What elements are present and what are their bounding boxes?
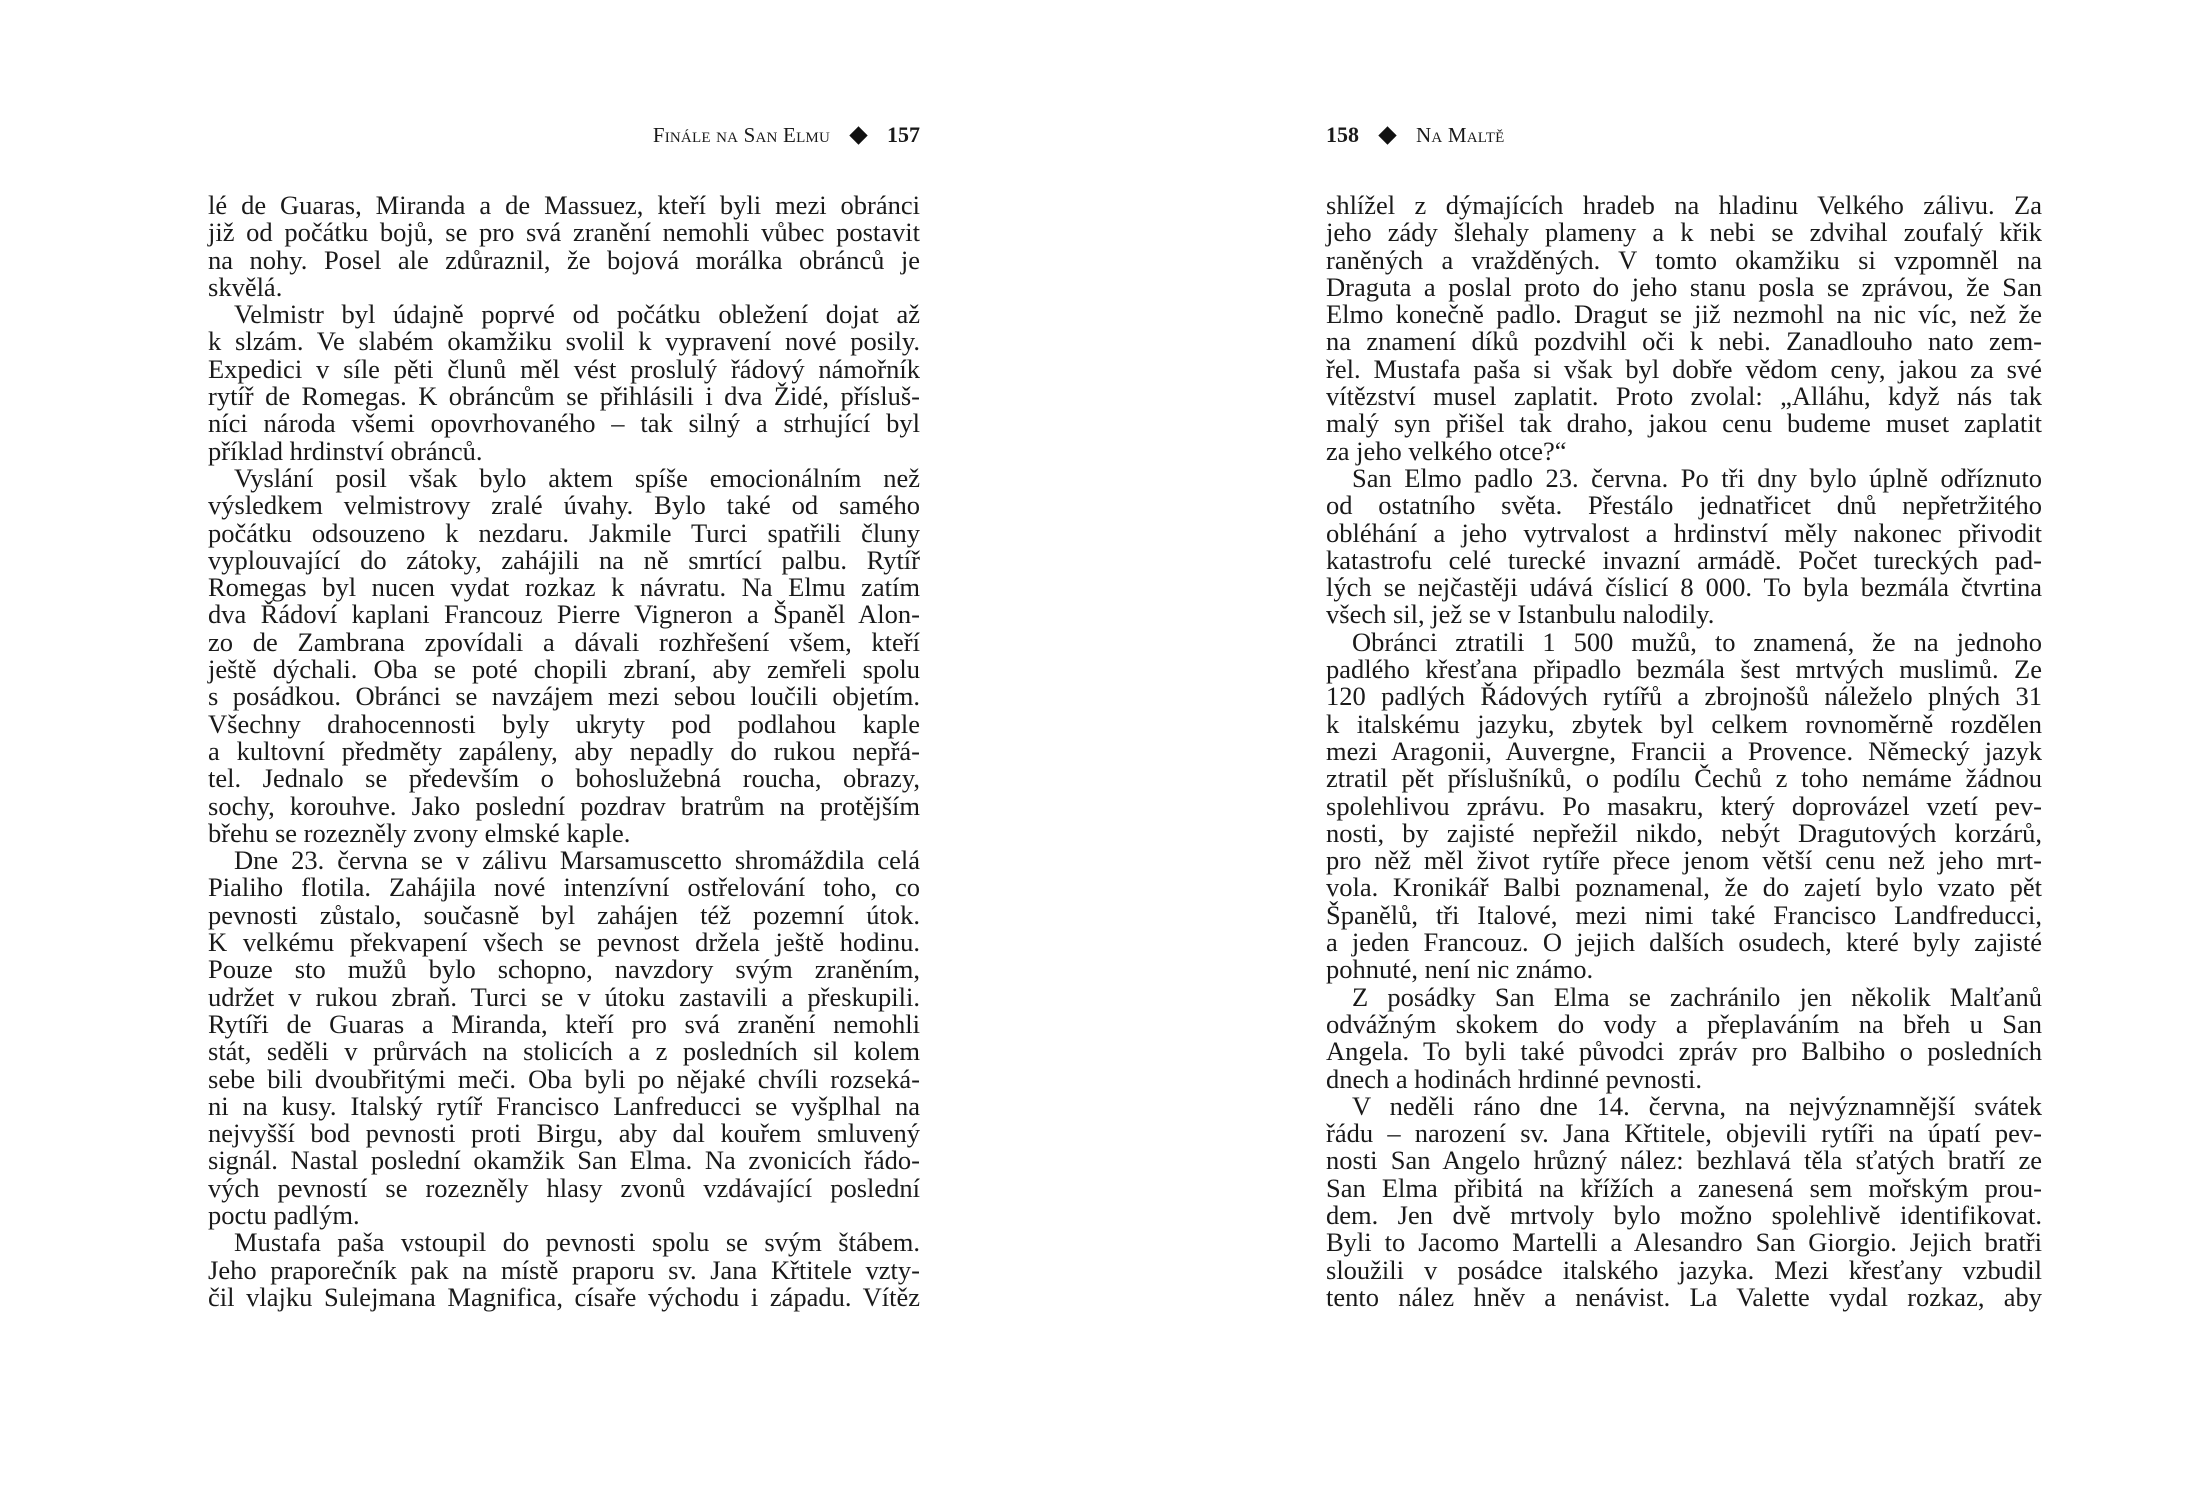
text-line: Pialiho flotila. Zahájila nové intenzívní ostřelování toho, co bbox=[208, 872, 920, 903]
page-number: 157 bbox=[887, 122, 920, 147]
text-line: San Elma přibitá na křížích a zanesená sem mořským prou- bbox=[1326, 1172, 2042, 1203]
text-line: K velkému překvapení všech se pevnost držela ještě hodinu. bbox=[208, 927, 920, 958]
chapter-title: Finále na San Elmu bbox=[652, 122, 830, 147]
text-line: zo de Zambrana zpovídali a dávali rozhřešení všem, kteří bbox=[208, 626, 920, 657]
text-line: Pouze sto mužů bylo schopno, navzdory svým zraněním, bbox=[208, 954, 920, 985]
text-line: břehu se rozezněly zvony elmské kaple. bbox=[208, 817, 631, 848]
text-line: za jeho velkého otce?“ bbox=[1326, 435, 1567, 466]
text-line: poctu padlým. bbox=[208, 1199, 360, 1230]
text-line: Byli to Jacomo Martelli a Alesandro San Giorgio. Jejich bratři bbox=[1326, 1227, 2042, 1258]
text-line: již od počátku bojů, se pro svá zranění nemohli vůbec postavit bbox=[208, 217, 920, 248]
text-line: sloužili v posádce italského jazyka. Mezi křesťany vzbudil bbox=[1326, 1254, 2042, 1285]
text-line: rytíř de Romegas. K obráncům se přihlásili i dva Židé, přísluš- bbox=[208, 381, 920, 412]
text-line: lé de Guaras, Miranda a de Massuez, kteří byli mezi obránci bbox=[208, 190, 920, 220]
text-line: pro něž měl život rytíře přece jenom větší cenu než jeho mrt- bbox=[1326, 845, 2042, 876]
text-line: shlížel z dýmajících hradeb na hladinu Velkého zálivu. Za bbox=[1326, 190, 2042, 220]
text-line: tel. Jednalo se především o bohoslužebná roucha, obrazy, bbox=[208, 763, 920, 794]
text-line: sochy, korouhve. Jako poslední pozdrav bratrům na protějším bbox=[208, 790, 920, 821]
text-line: katastrofu celé turecké invazní armádě. Počet tureckých pad- bbox=[1326, 544, 2042, 575]
text-line: lých se nejčastěji udává číslicí 8 000. To byla bezmála čtvrtina bbox=[1326, 572, 2042, 603]
text-line: tento nález hněv a nenávist. La Valette vydal rozkaz, aby bbox=[1326, 1281, 2042, 1312]
text-line: řádu – narození sv. Jana Křtitele, objevili rytíři na úpatí pev- bbox=[1326, 1118, 2042, 1149]
text-line: pevnosti zůstalo, současně byl zahájen též pozemní útok. bbox=[208, 899, 920, 930]
text-line: Jeho praporečník pak na místě praporu sv. Jana Křtitele vzty- bbox=[208, 1254, 920, 1285]
body-text-right bbox=[1326, 192, 2042, 1311]
text-line: od ostatního světa. Přestálo jednatřicet dnů nepřetržitého bbox=[1326, 490, 2042, 521]
text-line: vítězství musel zaplatit. Proto zvolal: „Alláhu, když nás tak bbox=[1326, 381, 2042, 412]
paragraph-start-line: Dne 23. června se v zálivu Marsamuscetto shromáždila celá bbox=[234, 845, 920, 876]
text-line: Romegas byl nucen vydat rozkaz k návratu. Na Elmu zatím bbox=[208, 572, 920, 603]
text-line: ještě dýchali. Oba se poté chopili zbraní, aby zemřeli spolu bbox=[208, 654, 920, 685]
paragraph-start-line: Obránci ztratili 1 500 mužů, to znamená, že na jednoho bbox=[1352, 626, 2042, 657]
text-line: dnech a hodinách hrdinné pevnosti. bbox=[1326, 1063, 1703, 1094]
text-line: Angela. To byli také původci zpráv pro Balbiho o posledních bbox=[1326, 1036, 2042, 1067]
text-line: a jeden Francouz. O jejich dalších osudech, které byly zajisté bbox=[1326, 927, 2042, 958]
text-line: k italskému jazyku, zbytek byl celkem rovnoměrně rozdělen bbox=[1326, 708, 2042, 739]
text-line: čil vlajku Sulejmana Magnifica, císaře východu i západu. Vítěz bbox=[208, 1281, 920, 1312]
text-line: dva Řádoví kaplani Francouz Pierre Vigneron a Španěl Alon- bbox=[208, 599, 920, 630]
text-line: nosti, by zajisté nepřežil nikdo, nebýt Dragutových korzárů, bbox=[1326, 817, 2042, 848]
text-line: malý syn přišel tak draho, jakou cenu budeme muset zaplatit bbox=[1326, 408, 2042, 439]
text-line: obléhání a jeho vytrvalost a hrdinství měly nakonec přivodit bbox=[1326, 517, 2042, 548]
text-line: níci národa všemi opovrhovaného – tak silný a strhující byl bbox=[208, 408, 920, 439]
text-line: vých pevností se rozezněly hlasy zvonů vzdávající poslední bbox=[208, 1172, 920, 1203]
paragraph-start-line: Z posádky San Elma se zachránilo jen několik Malťanů bbox=[1352, 981, 2042, 1012]
text-line: 120 padlých Řádových rytířů a zbrojnošů náleželo plných 31 bbox=[1326, 681, 2042, 712]
diamond-icon bbox=[1378, 126, 1396, 144]
text-line: všech sil, jež se v Istanbulu nalodily. bbox=[1326, 599, 1715, 630]
text-line: nosti San Angelo hrůzný nález: bezhlavá těla sťatých bratří ze bbox=[1326, 1145, 2042, 1176]
paragraph-start-line: Velmistr byl údajně poprvé od počátku obležení dojat až bbox=[234, 299, 920, 330]
text-line: na znamení díků pozdvihl oči k nebi. Zanadlouho nato zem- bbox=[1326, 326, 2042, 357]
paragraph-start-line: Mustafa paša vstoupil do pevnosti spolu se svým štábem. bbox=[234, 1227, 920, 1258]
text-line: Elmo konečně padlo. Dragut se již nezmohl na nic víc, než že bbox=[1326, 299, 2042, 330]
text-line: počátku odsouzeno k nezdaru. Jakmile Turci spatřili čluny bbox=[208, 517, 920, 548]
running-head-right bbox=[1326, 120, 1504, 150]
text-line: výsledkem velmistrovy zralé úvahy. Bylo také od samého bbox=[208, 490, 920, 521]
text-line: stát, seděli v průrvách na stolicích a z posledních sil kolem bbox=[208, 1036, 920, 1067]
text-line: mezi Aragonii, Auvergne, Francii a Provence. Německý jazyk bbox=[1326, 735, 2042, 766]
text-line: Všechny drahocennosti byly ukryty pod podlahou kaple bbox=[208, 708, 920, 739]
text-line: odvážným skokem do vody a přeplaváním na břeh u San bbox=[1326, 1008, 2042, 1039]
text-line: udržet v rukou zbraň. Turci se v útoku zastavili a přeskupili. bbox=[208, 981, 920, 1012]
text-line: vyplouvající do zátoky, zahájili na ně smrtící palbu. Rytíř bbox=[208, 544, 920, 575]
text-line: k slzám. Ve slabém okamžiku svolil k vypravení nové posily. bbox=[208, 326, 920, 357]
text-line: vola. Kronikář Balbi poznamenal, že do zajetí bylo vzato pět bbox=[1326, 872, 2042, 903]
text-line: Rytíři de Guaras a Miranda, kteří pro svá zranění nemohli bbox=[208, 1008, 920, 1039]
paragraph-start-line: Vyslání posil však bylo aktem spíše emocionálním než bbox=[234, 462, 920, 493]
paragraph-start-line: San Elmo padlo 23. června. Po tři dny bylo úplně odříznuto bbox=[1352, 462, 2042, 493]
text-line: a kultovní předměty zapáleny, aby nepadly do rukou nepřá- bbox=[208, 735, 920, 766]
text-line: příklad hrdinství obránců. bbox=[208, 435, 483, 466]
text-line: s posádkou. Obránci se navzájem mezi sebou loučili objetím. bbox=[208, 681, 920, 712]
text-line: ztratil pět příslušníků, o podílu Čechů z toho nemáme žádnou bbox=[1326, 763, 2042, 794]
text-line: dem. Jen dvě mrtvoly bylo možno spolehlivě identifikovat. bbox=[1326, 1199, 2042, 1230]
text-line: nejvyšší bod pevnosti proti Birgu, aby dal kouřem smluvený bbox=[208, 1118, 920, 1149]
text-line: pohnuté, není nic známo. bbox=[1326, 954, 1594, 985]
running-head-left bbox=[653, 120, 920, 150]
diamond-icon bbox=[849, 126, 867, 144]
text-line: ni na kusy. Italský rytíř Francisco Lanfreducci se vyšplhal na bbox=[208, 1090, 920, 1121]
text-line: jeho zády šlehaly plameny a k nebi se zdvihal zoufalý křik bbox=[1326, 217, 2042, 248]
text-line: Expedici v síle pěti člunů měl vést proslulý řádový námořník bbox=[208, 353, 920, 384]
text-line: sebe bili dvoubřitými meči. Oba byli po nějaké chvíli rozseká- bbox=[208, 1063, 920, 1094]
text-line: padlého křesťana připadlo bezmála šest mrtvých muslimů. Ze bbox=[1326, 654, 2042, 685]
text-line: na nohy. Posel ale zdůraznil, že bojová morálka obránců je bbox=[208, 244, 920, 275]
page-number: 158 bbox=[1326, 122, 1359, 147]
text-line: řel. Mustafa paša si však byl dobře vědom ceny, jakou za své bbox=[1326, 353, 2042, 384]
text-line: Draguta a poslal proto do jeho stanu posla se zprávou, že San bbox=[1326, 271, 2042, 302]
book-part-title: Na Maltě bbox=[1416, 122, 1505, 147]
text-line: Španělů, tři Italové, mezi nimi také Francisco Landfreducci, bbox=[1326, 899, 2042, 930]
paragraph-start-line: V neděli ráno dne 14. června, na nejvýznamnější svátek bbox=[1352, 1090, 2042, 1121]
text-line: signál. Nastal poslední okamžik San Elma. Na zvonicích řádo- bbox=[208, 1145, 920, 1176]
text-line: spolehlivou zprávu. Po masakru, který doprovázel vzetí pev- bbox=[1326, 790, 2042, 821]
body-text-left bbox=[208, 192, 920, 1311]
text-line: skvělá. bbox=[208, 271, 283, 302]
text-line: raněných a vražděných. V tomto okamžiku si vzpomněl na bbox=[1326, 244, 2042, 275]
